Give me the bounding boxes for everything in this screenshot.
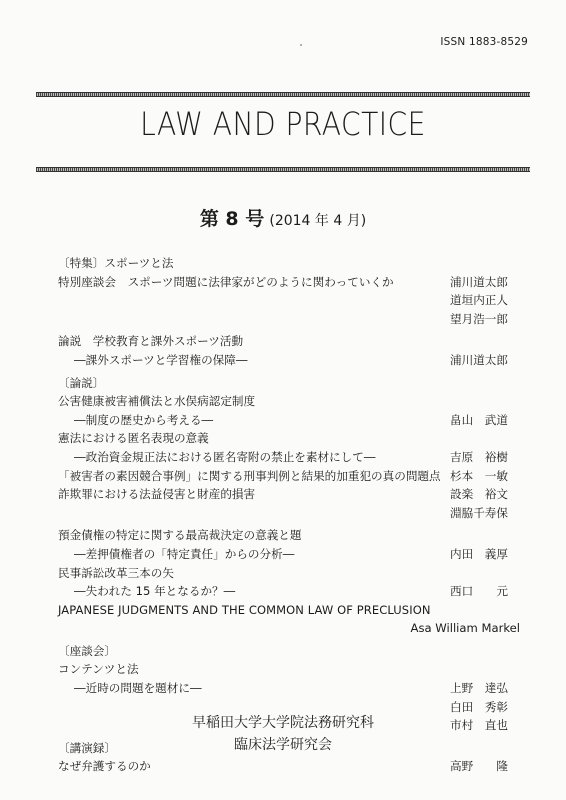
- toc-entry-title: ―制度の歴史から考える―: [74, 412, 214, 427]
- journal-title: LAW AND PRACTICE: [140, 105, 426, 143]
- toc-entry: [58, 392, 520, 411]
- toc-entry-title: ―失われた 15 年となるか？―: [74, 584, 236, 599]
- issn-number: ISSN 1883-8529: [440, 36, 528, 48]
- toc-entry-author: 畠山 武道: [450, 412, 508, 427]
- toc-entry: [58, 582, 520, 601]
- toc-entry-title: 民事訴訟改革三本の矢: [58, 565, 174, 580]
- toc-entry-title: ―近時の問題を題材に―: [74, 681, 202, 696]
- toc-entry: [58, 273, 520, 292]
- table-of-contents: [58, 254, 520, 776]
- toc-entry: [58, 448, 520, 467]
- toc-entry: [58, 619, 520, 638]
- toc-entry: [58, 757, 520, 776]
- toc-entry: [58, 310, 520, 329]
- toc-entry: [58, 429, 520, 448]
- toc-entry: [58, 254, 520, 273]
- publisher-line-2: 臨床法学研究会: [234, 737, 332, 753]
- issue-number: 第 8 号: [199, 208, 265, 230]
- toc-entry-title: ―課外スポーツと学習権の保障―: [74, 352, 248, 367]
- toc-entry: [58, 601, 520, 620]
- toc-entry-title: ―差押債権者の「特定責任」からの分析―: [74, 546, 295, 561]
- toc-entry: [58, 467, 520, 486]
- toc-entry: [58, 660, 520, 679]
- issue-line: [0, 204, 566, 231]
- top-hatched-rule: [36, 92, 530, 97]
- toc-entry-author: 高野 隆: [450, 759, 508, 774]
- toc-entry: [58, 564, 520, 583]
- toc-entry-author: 浦川道太郎: [450, 274, 508, 289]
- toc-entry: [58, 374, 520, 393]
- toc-entry-author: 浦川道太郎: [450, 352, 508, 367]
- publisher-line-1: 早稲田大学大学院法務研究科: [192, 715, 374, 731]
- publisher-block: [0, 712, 566, 756]
- toc-entry-author: 市村 直也: [450, 718, 508, 733]
- bottom-hatched-rule: [36, 167, 530, 172]
- toc-entry-author: 西口 元: [450, 584, 508, 599]
- toc-entry: [58, 642, 520, 661]
- toc-entry-author: 淵脇千寿保: [450, 505, 508, 520]
- scan-speck: [300, 44, 302, 46]
- toc-entry-title: 〔論説〕: [58, 375, 105, 390]
- toc-entry-title: 〔講演録〕: [58, 740, 116, 755]
- toc-entry-author: 杉本 一敏: [450, 468, 508, 483]
- toc-entry-title: ―政治資金規正法における匿名寄附の禁止を素材にして―: [74, 449, 376, 464]
- toc-entry-title: 憲法における匿名表現の意義: [58, 431, 209, 446]
- toc-entry: [58, 504, 520, 523]
- toc-entry: [58, 332, 520, 351]
- toc-entry: [58, 526, 520, 545]
- toc-entry: [58, 291, 520, 310]
- toc-entry-title: JAPANESE JUDGMENTS AND THE COMMON LAW OF PRECLUSION: [58, 602, 431, 617]
- toc-entry-title: 公害健康被害補償法と水俣病認定制度: [58, 394, 256, 409]
- toc-entry: [58, 485, 520, 504]
- toc-entry: [58, 351, 520, 370]
- toc-entry-author: 道垣内正人: [450, 293, 508, 308]
- toc-entry-title: 論説 学校教育と課外スポーツ活動: [58, 334, 244, 349]
- toc-entry-title: コンテンツと法: [58, 662, 139, 677]
- toc-entry-title: 「被害者の素因競合事例」に関する刑事判例と結果的加重犯の真の問題点: [58, 468, 441, 483]
- toc-entry-author: Asa William Markel: [410, 621, 520, 636]
- toc-entry: [58, 679, 520, 698]
- toc-entry-title: 〔座談会〕: [58, 643, 116, 658]
- toc-entry-title: 特別座談会 スポーツ問題に法律家がどのように関わっていくか: [58, 274, 394, 289]
- toc-entry-title: 〔特集〕スポーツと法: [58, 256, 174, 270]
- toc-entry-author: 望月浩一郎: [450, 311, 508, 326]
- toc-entry: [58, 545, 520, 564]
- toc-entry-author: 白田 秀彰: [450, 699, 508, 714]
- issue-date: (2014 年 4 月): [269, 213, 367, 229]
- toc-entry-author: 内田 義厚: [450, 546, 508, 561]
- toc-entry-title: なぜ弁護するのか: [58, 759, 151, 774]
- toc-entry-title: 預金債権の特定に関する最高裁決定の意義と題: [58, 528, 302, 543]
- toc-entry-author: 設楽 裕文: [450, 487, 508, 502]
- toc-entry-title: 詐欺罪における法益侵害と財産的損害: [58, 487, 256, 502]
- toc-entry-author: 上野 達弘: [450, 681, 508, 696]
- toc-entry: [58, 411, 520, 430]
- toc-entry-author: 吉原 裕樹: [450, 449, 508, 464]
